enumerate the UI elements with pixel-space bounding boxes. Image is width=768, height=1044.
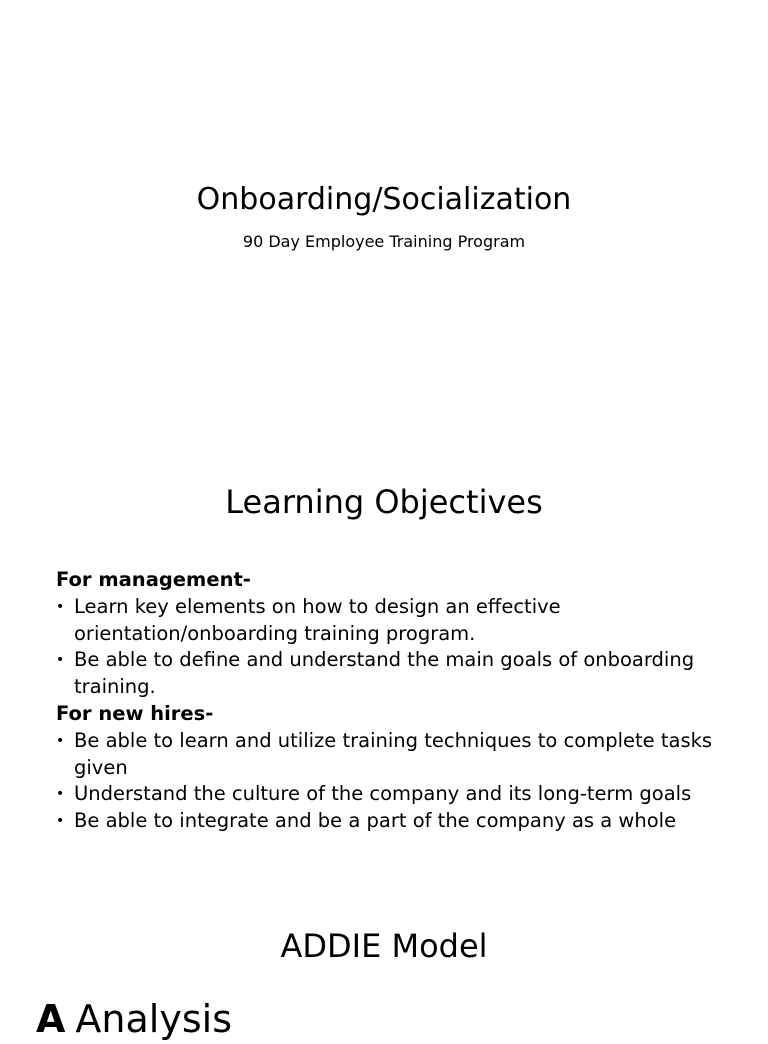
slide-1-title: Onboarding/Socialization [196,182,572,217]
list-item: • Be able to define and understand the main goals of onboarding training. [56,647,736,701]
list-item: • Understand the culture of the company and its long-term goals [56,781,736,808]
management-list [56,594,736,701]
list-item: • Be able to integrate and be a part of the company as a whole [56,808,736,835]
objectives-body [56,567,736,870]
addie-model-title: ADDIE Model [280,927,488,965]
addie-letter: A [36,997,66,1041]
new-hires-list [56,728,736,835]
slide-1-subtitle: 90 Day Employee Training Program [242,232,526,251]
management-heading: For management- [56,568,251,591]
new-hires-heading: For new hires- [56,701,214,725]
list-item: • Be able to learn and utilize training techniques to complete tasks given [56,728,736,782]
addie-analysis-row [36,994,232,1044]
addie-word: Analysis [75,997,232,1041]
list-item: • Learn key elements on how to design an effective orientation/onboarding training program. [56,594,736,648]
learning-objectives-title: Learning Objectives [225,483,543,521]
